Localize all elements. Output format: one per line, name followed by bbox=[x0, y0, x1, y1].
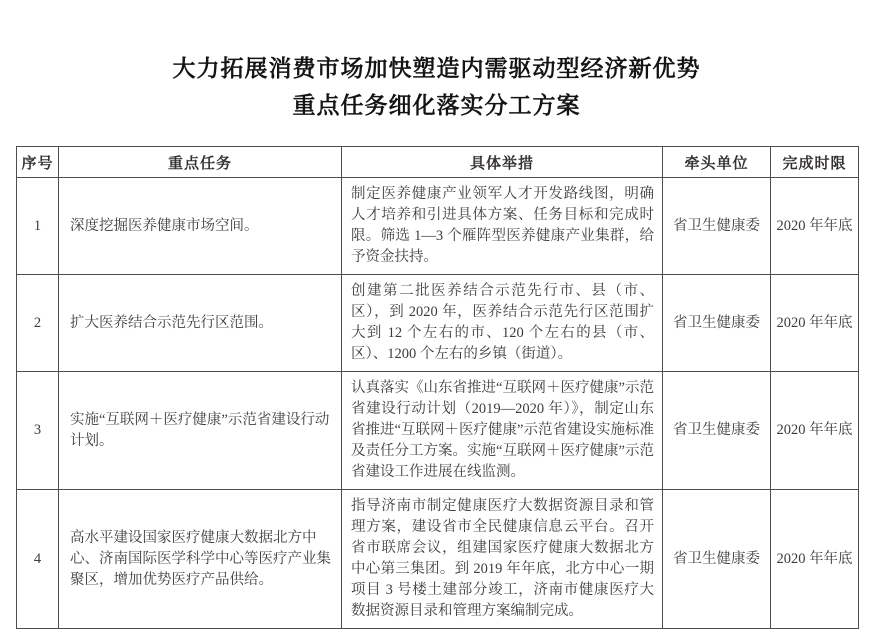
cell-key-task: 高水平建设国家医疗健康大数据北方中心、济南国际医学科学中心等医疗产业集聚区，增加优势医疗产品供给。 bbox=[59, 490, 342, 629]
cell-lead-unit: 省卫生健康委 bbox=[663, 372, 771, 490]
title-line-2: 重点任务细化落实分工方案 bbox=[292, 93, 581, 118]
table-row bbox=[17, 178, 859, 275]
cell-lead-unit: 省卫生健康委 bbox=[663, 275, 771, 372]
cell-deadline: 2020 年年底 bbox=[771, 372, 859, 490]
cell-specific-measures: 认真落实《山东省推进“互联网＋医疗健康”示范省建设行动计划（2019—2020 年）》，制定山东省推进“互联网＋医疗健康”示范省建设实施标准及责任分工方案。实施“互联网＋医疗健康”示范省建设工作进展在线监测。 bbox=[342, 372, 663, 490]
document-title bbox=[0, 0, 873, 124]
cell-deadline: 2020 年年底 bbox=[771, 178, 859, 275]
cell-lead-unit: 省卫生健康委 bbox=[663, 490, 771, 629]
cell-serial-number: 3 bbox=[17, 372, 59, 490]
title-line-1: 大力拓展消费市场加快塑造内需驱动型经济新优势 bbox=[172, 56, 701, 81]
header-key-task: 重点任务 bbox=[59, 147, 342, 178]
header-lead-unit: 牵头单位 bbox=[663, 147, 771, 178]
task-table bbox=[16, 146, 859, 629]
header-serial-number: 序号 bbox=[17, 147, 59, 178]
header-specific-measures: 具体举措 bbox=[342, 147, 663, 178]
cell-key-task: 扩大医养结合示范先行区范围。 bbox=[59, 275, 342, 372]
cell-specific-measures: 指导济南市制定健康医疗大数据资源目录和管理方案，建设省市全民健康信息云平台。召开省市联席会议，组建国家医疗健康大数据北方中心第三集团。到 2019 年年底，北方中心一期项目 3 号楼土建部分竣工，济南市健康医疗大数据资源目录和管理方案编制完成。 bbox=[342, 490, 663, 629]
header-deadline: 完成时限 bbox=[771, 147, 859, 178]
cell-serial-number: 2 bbox=[17, 275, 59, 372]
table-row bbox=[17, 490, 859, 629]
cell-specific-measures: 制定医养健康产业领军人才开发路线图，明确人才培养和引进具体方案、任务目标和完成时限。筛选 1—3 个雁阵型医养健康产业集群，给予资金扶持。 bbox=[342, 178, 663, 275]
cell-key-task: 深度挖掘医养健康市场空间。 bbox=[59, 178, 342, 275]
cell-key-task: 实施“互联网＋医疗健康”示范省建设行动计划。 bbox=[59, 372, 342, 490]
cell-serial-number: 4 bbox=[17, 490, 59, 629]
cell-serial-number: 1 bbox=[17, 178, 59, 275]
table-row bbox=[17, 372, 859, 490]
cell-deadline: 2020 年年底 bbox=[771, 490, 859, 629]
cell-deadline: 2020 年年底 bbox=[771, 275, 859, 372]
cell-lead-unit: 省卫生健康委 bbox=[663, 178, 771, 275]
cell-specific-measures: 创建第二批医养结合示范先行市、县（市、区），到 2020 年，医养结合示范先行区范围扩大到 12 个左右的市、120 个左右的县（市、区）、1200 个左右的乡镇（街道）。 bbox=[342, 275, 663, 372]
table-row bbox=[17, 275, 859, 372]
table-header-row bbox=[17, 147, 859, 178]
